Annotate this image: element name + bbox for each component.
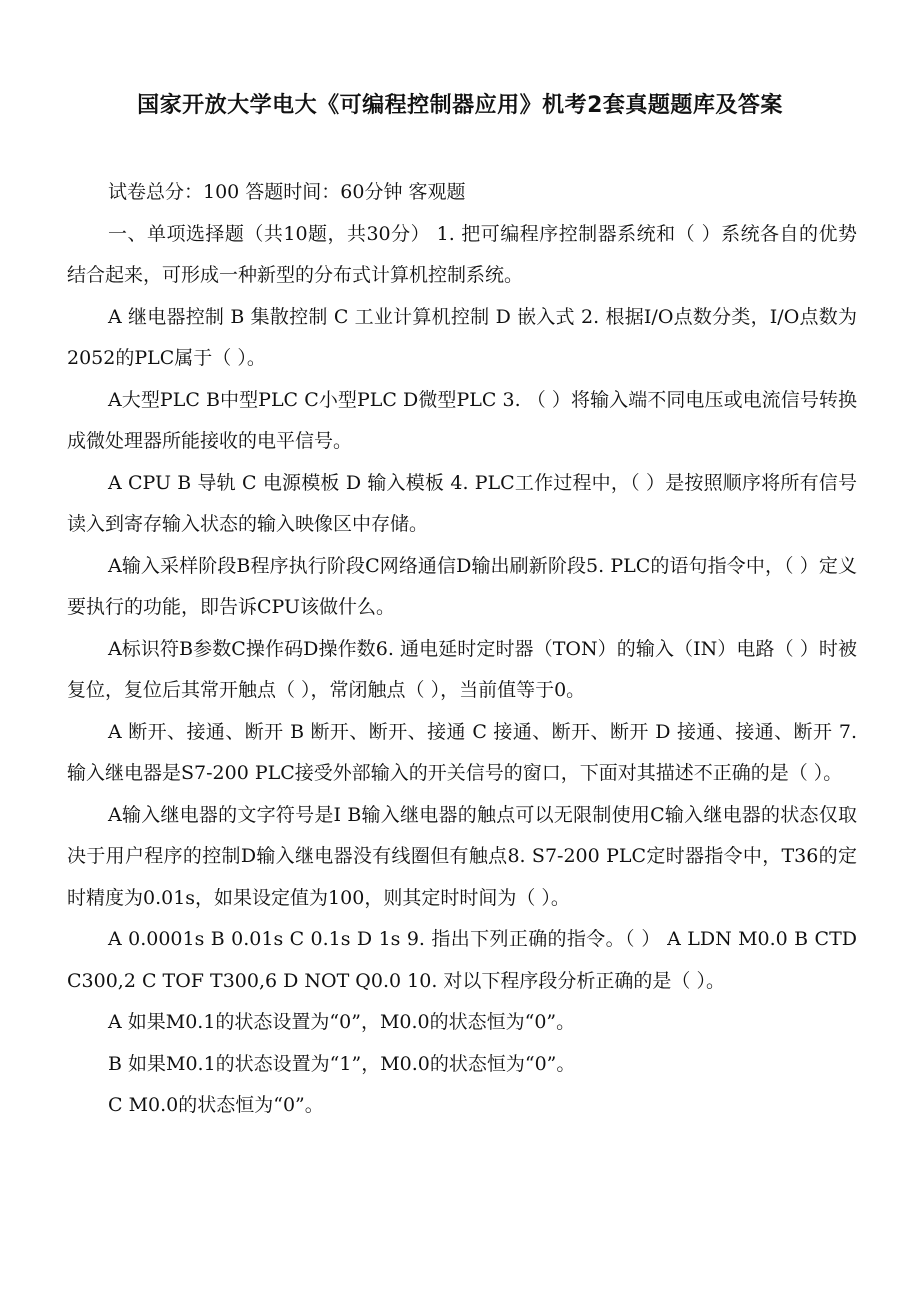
- question-paragraph: A 继电器控制 B 集散控制 C 工业计算机控制 D 嵌入式 2. 根据I/O点数分类，I/O点数为2052的PLC属于（ ）。: [67, 305, 857, 369]
- answer-option-paragraph: B 如果M0.1的状态设置为“1”，M0.0的状态恒为“0”。: [108, 1052, 576, 1075]
- question-paragraph: A输入采样阶段B程序执行阶段C网络通信D输出刷新阶段5. PLC的语句指令中，（ ）定义要执行的功能，即告诉CPU该做什么。: [67, 554, 857, 618]
- document-body: [67, 172, 857, 1127]
- question-paragraph: 一、单项选择题（共10题，共30分） 1. 把可编程序控制器系统和（ ）系统各自的优势结合起来，可形成一种新型的分布式计算机控制系统。: [67, 222, 857, 286]
- answer-option-paragraph: C M0.0的状态恒为“0”。: [108, 1094, 324, 1116]
- question-paragraph: A输入继电器的文字符号是I B输入继电器的触点可以无限制使用C输入继电器的状态仅取决于用户程序的控制D输入继电器没有线圈但有触点8. S7-200 PLC定时器指令中，T36的定时精度为0.01s，如果设定值为100，则其定时时间为（ ）。: [67, 803, 857, 909]
- question-paragraph: A CPU B 导轨 C 电源模板 D 输入模板 4. PLC工作过程中，（ ）是按照顺序将所有信号读入到寄存输入状态的输入映像区中存储。: [67, 471, 857, 535]
- question-paragraph: A 0.0001s B 0.01s C 0.1s D 1s 9. 指出下列正确的指令。（ ） A LDN M0.0 B CTD C300,2 C TOF T300,6 D NOT Q0.0 10. 对以下程序段分析正确的是（ ）。: [67, 928, 857, 992]
- question-paragraph: A大型PLC B中型PLC C小型PLC D微型PLC 3. （ ）将输入端不同电压或电流信号转换成微处理器所能接收的电平信号。: [67, 388, 857, 452]
- answer-option-paragraph: A 如果M0.1的状态设置为“0”，M0.0的状态恒为“0”。: [108, 1011, 576, 1033]
- document-title: 国家开放大学电大《可编程控制器应用》机考2套真题题库及答案: [137, 93, 783, 118]
- question-paragraph: A标识符B参数C操作码D操作数6. 通电延时定时器（TON）的输入（IN）电路（ ）时被复位，复位后其常开触点（ ），常闭触点（ ），当前值等于0。: [67, 637, 857, 701]
- question-paragraph: A 断开、接通、断开 B 断开、断开、接通 C 接通、断开、断开 D 接通、接通、断开 7. 输入继电器是S7-200 PLC接受外部输入的开关信号的窗口，下面对其描述不正确的是（ ）。: [67, 720, 857, 784]
- exam-info-paragraph: 试卷总分：100 答题时间：60分钟 客观题: [108, 181, 466, 203]
